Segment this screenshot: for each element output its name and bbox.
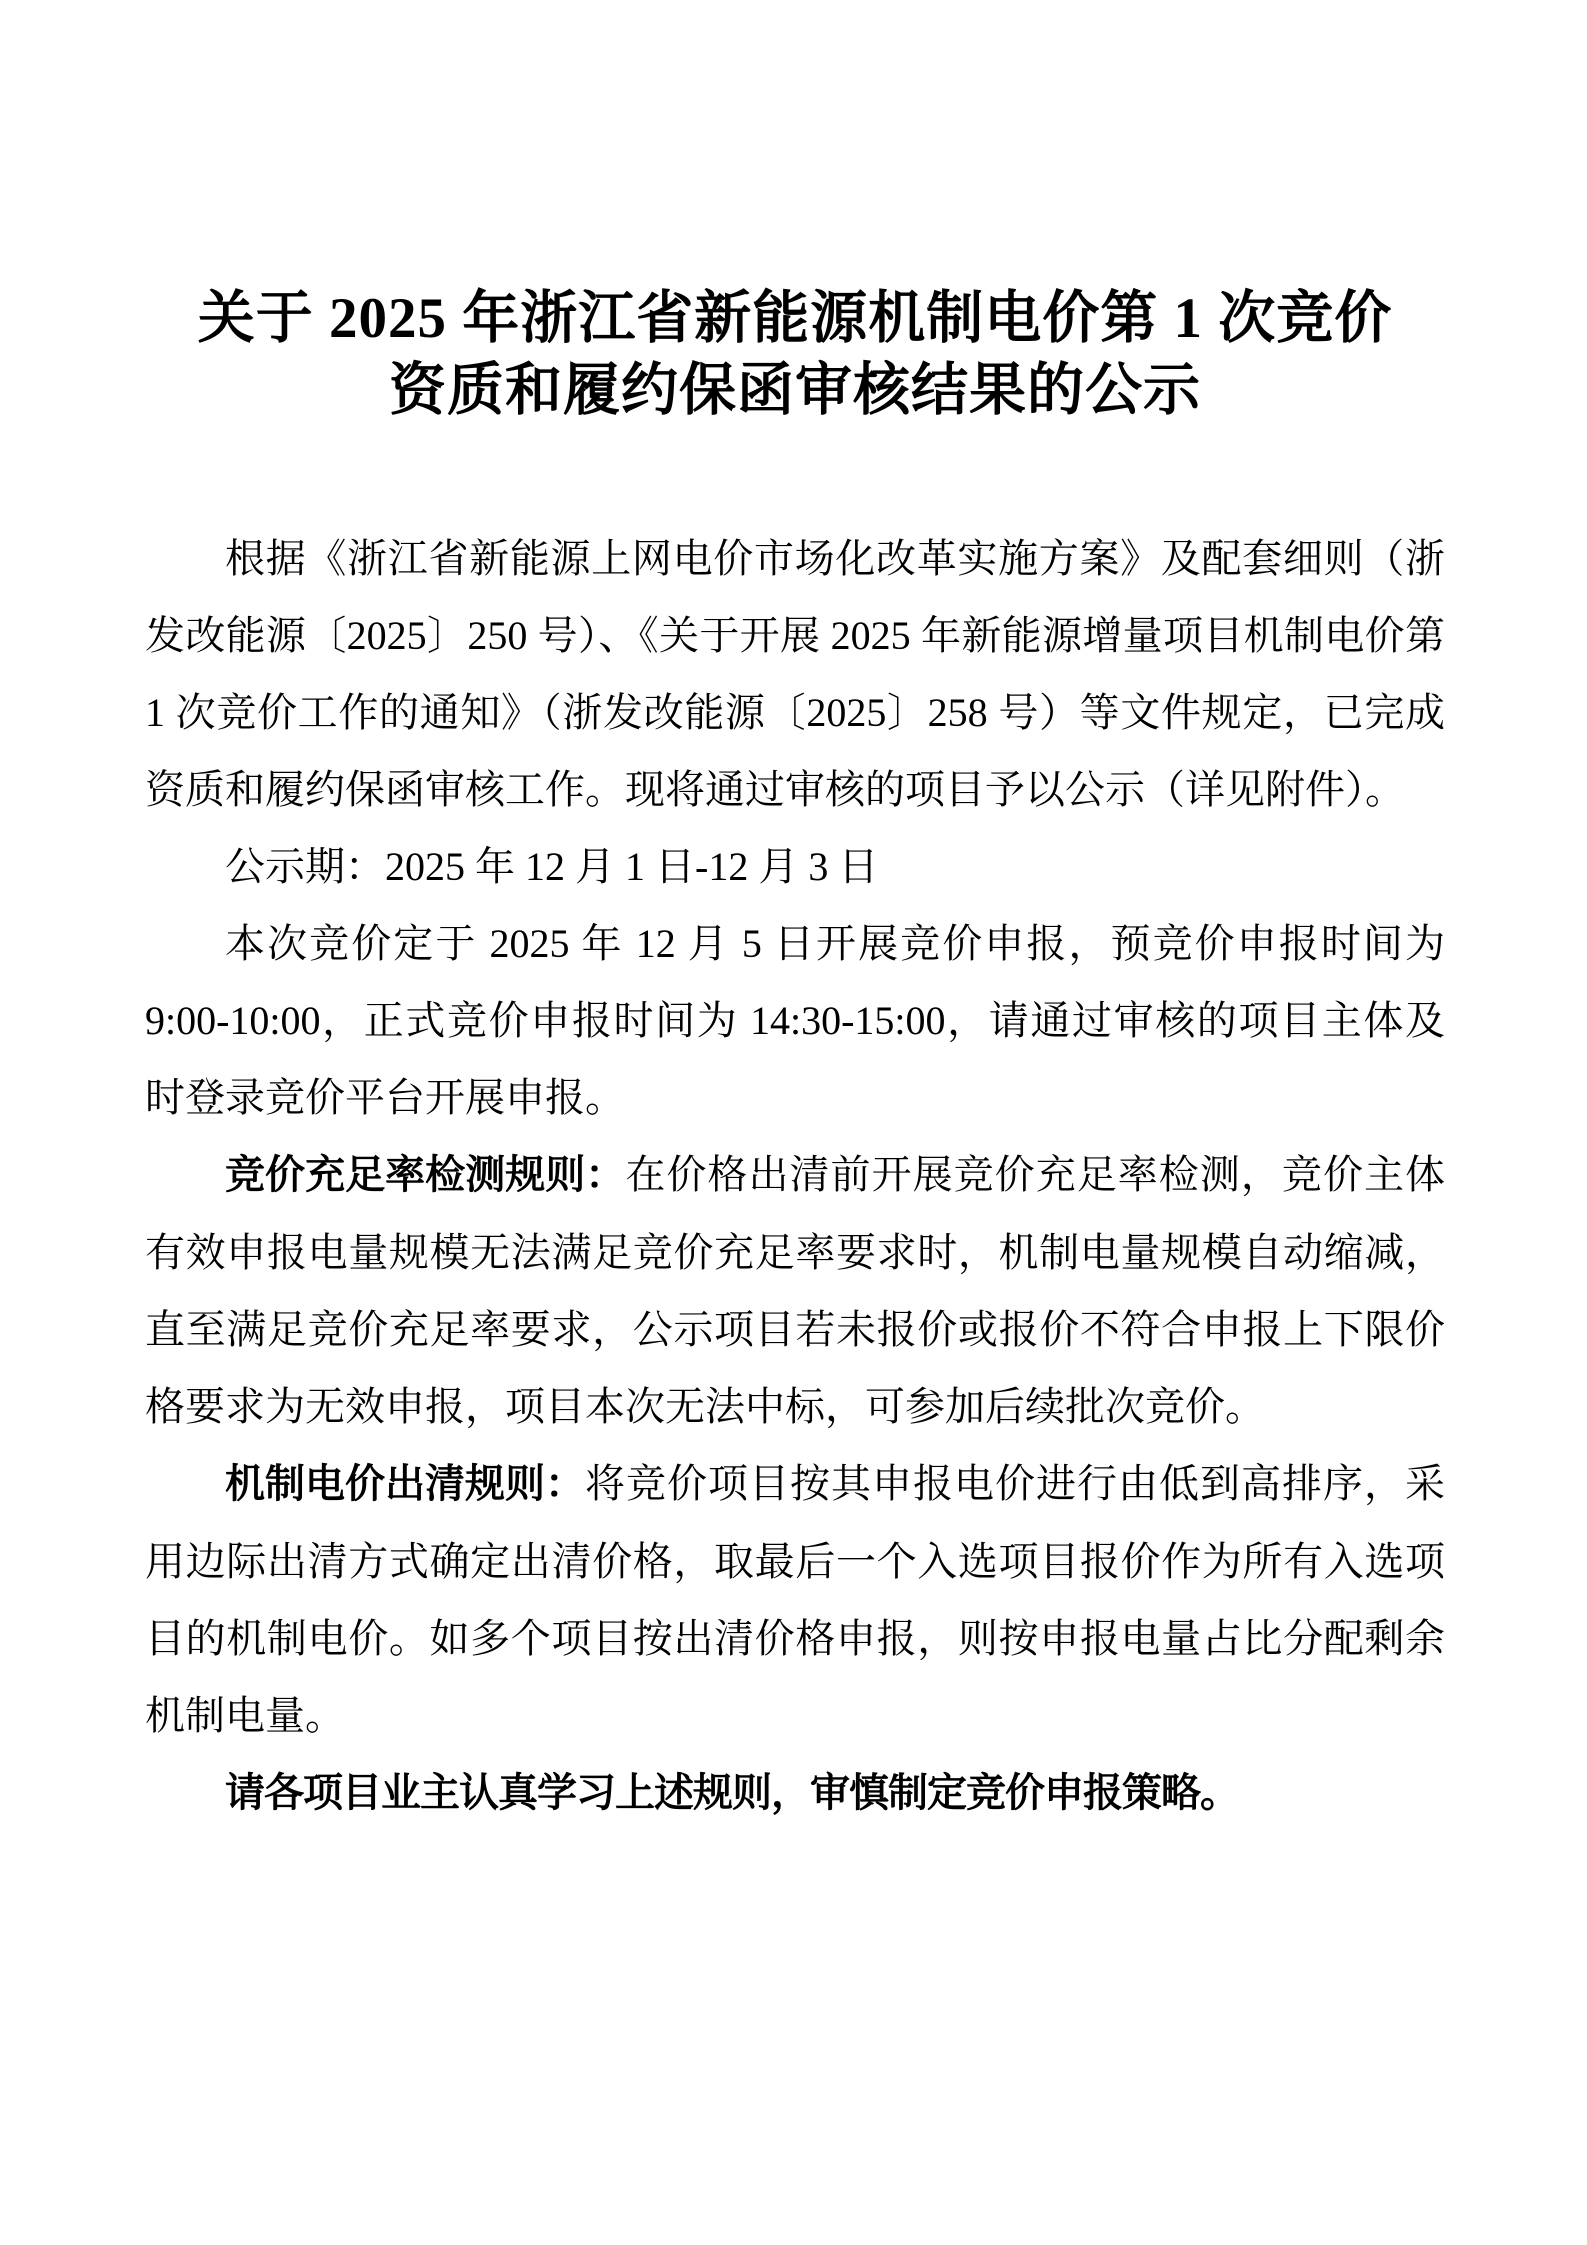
paragraph-sufficiency-rule-text: 在价格出清前开展竞价充足率检测，竞价主体有效申报电量规模无法满足竞价充足率要求时，机制电量规模自动缩减，直至满足竞价充足率要求，公示项目若未报价或报价不符合申报上下限价格要求为无效申报，项目本次无法中标，可参加后续批次竞价。 [145,1151,1446,1429]
document-title-line-1: 关于 2025 年浙江省新能源机制电价第 1 次竞价 [197,287,1393,350]
paragraph-clearing-rule [145,1445,1445,1754]
paragraph-sufficiency-rule [145,1136,1445,1445]
paragraph-clearing-rule-lead: 机制电价出清规则： [225,1460,585,1507]
paragraph-basis [145,520,1445,828]
paragraph-basis-text: 根据《浙江省新能源上网电价市场化改革实施方案》及配套细则（浙发改能源〔2025〕250 号）、《关于开展 2025 年新能源增量项目机制电价第 1 次竞价工作的通知》（浙发改能源〔2025〕258 号）等文件规定，已完成资质和履约保函审核工作。现将通过审核的项目予以公示（详见附件）。 [145,535,1445,812]
paragraph-bidding-schedule-text: 本次竞价定于 2025 年 12 月 5 日开展竞价申报，预竞价申报时间为 9:00-10:00，正式竞价申报时间为 14:30-15:00，请通过审核的项目主体及时登录竞价平台开展申报。 [145,920,1445,1120]
paragraph-publicity-period [145,828,1445,905]
document-title [145,283,1445,428]
paragraph-reminder-text: 请各项目业主认真学习上述规则，审慎制定竞价申报策略。 [225,1769,1239,1816]
document-body [145,520,1445,1832]
document-title-line-2: 资质和履约保函审核结果的公示 [389,359,1201,423]
paragraph-clearing-rule-text: 将竞价项目按其申报电价进行由低到高排序，采用边际出清方式确定出清价格，取最后一个入选项目报价作为所有入选项目的机制电价。如多个项目按出清价格申报，则按申报电量占比分配剩余机制电量。 [145,1460,1445,1738]
paragraph-reminder [145,1754,1445,1832]
document-page [145,0,1445,2245]
paragraph-sufficiency-rule-lead: 竞价充足率检测规则： [225,1151,626,1198]
paragraph-publicity-period-text: 公示期：2025 年 12 月 1 日-12 月 3 日 [225,843,879,889]
paragraph-bidding-schedule [145,905,1445,1136]
